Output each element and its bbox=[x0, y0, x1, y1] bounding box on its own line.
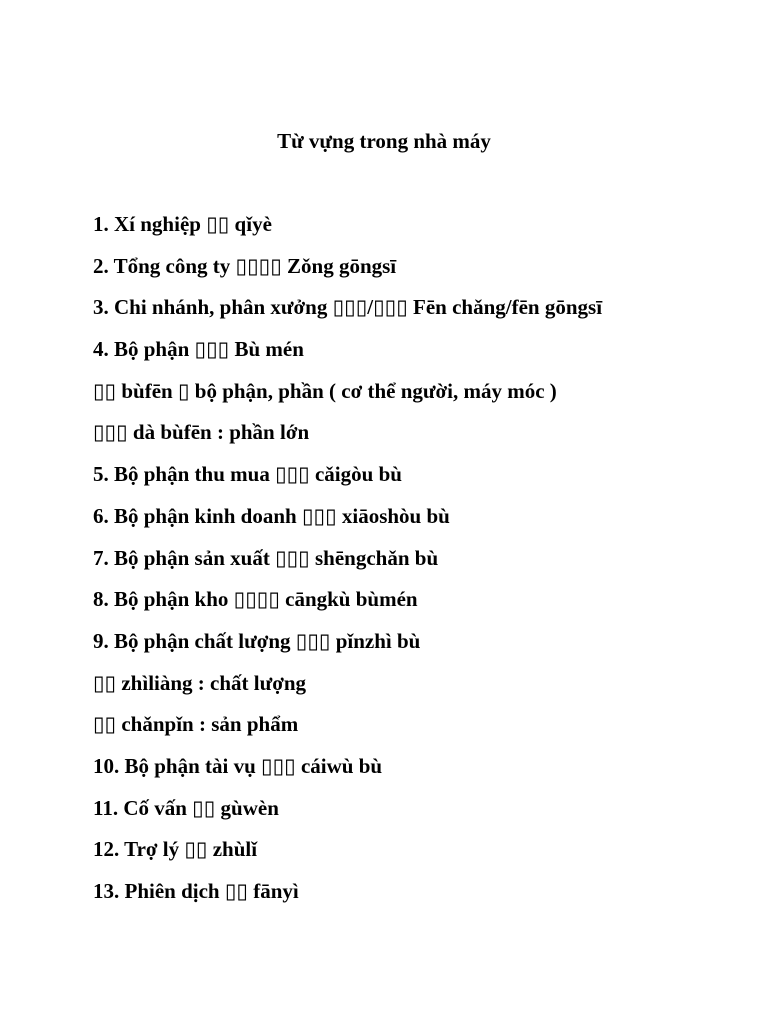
vocab-line: ▯▯▯ dà bùfēn : phần lớn bbox=[93, 420, 310, 445]
vocab-line: 6. Bộ phận kinh doanh ▯▯▯ xiāoshòu bù bbox=[93, 503, 450, 528]
vocab-line: ▯▯ zhìliàng : chất lượng bbox=[93, 670, 307, 695]
vocab-line: 8. Bộ phận kho ▯▯▯▯ cāngkù bùmén bbox=[93, 587, 418, 612]
vocab-line: 7. Bộ phận sản xuất ▯▯▯ shēngchǎn bù bbox=[93, 545, 439, 570]
vocab-line: 11. Cố vấn ▯▯ gùwèn bbox=[93, 795, 279, 820]
vocab-line: 9. Bộ phận chất lượng ▯▯▯ pǐnzhì bù bbox=[93, 628, 421, 653]
vocab-line: ▯▯ chǎnpǐn : sản phẩm bbox=[93, 712, 299, 737]
vocab-line: 4. Bộ phận ▯▯▯ Bù mén bbox=[93, 337, 304, 362]
vocab-line: 10. Bộ phận tài vụ ▯▯▯ cáiwù bù bbox=[93, 753, 383, 778]
vocab-line: 2. Tổng công ty ▯▯▯▯ Zǒng gōngsī bbox=[93, 253, 397, 278]
vocab-line: 5. Bộ phận thu mua ▯▯▯ cǎigòu bù bbox=[93, 462, 402, 487]
vocab-line: 13. Phiên dịch ▯▯ fānyì bbox=[93, 879, 299, 903]
vocab-line: 3. Chi nhánh, phân xưởng ▯▯▯/▯▯▯ Fēn chǎng/fēn gōngsī bbox=[93, 295, 603, 320]
vocab-line: 12. Trợ lý ▯▯ zhùlǐ bbox=[93, 837, 258, 862]
document-title: Từ vựng trong nhà máy bbox=[277, 129, 491, 153]
vocab-line: ▯▯ bùfēn ▯ bộ phận, phần ( cơ thể người, máy móc ) bbox=[93, 378, 557, 403]
vocab-line: 1. Xí nghiệp ▯▯ qǐyè bbox=[93, 212, 272, 236]
vocabulary-list bbox=[93, 210, 761, 919]
